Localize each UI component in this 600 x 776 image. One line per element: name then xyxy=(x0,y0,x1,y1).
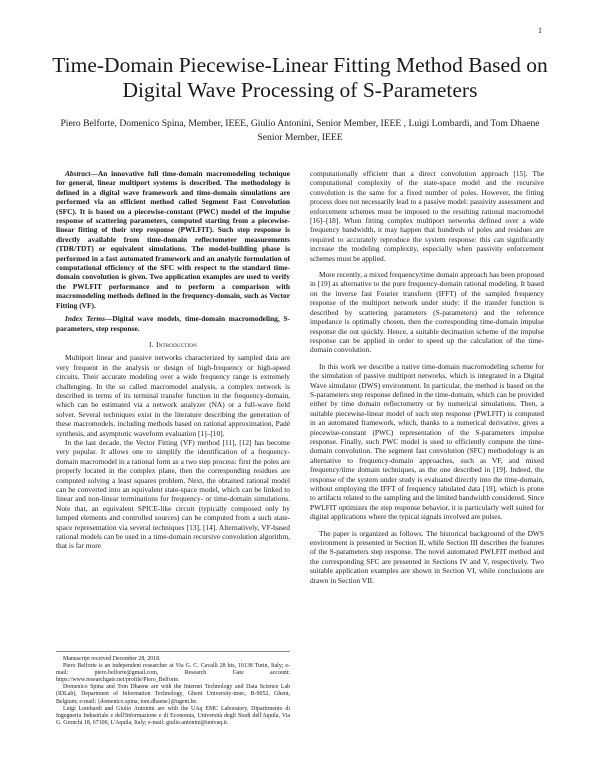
abstract-text: —An innovative full time-domain macromodeling technique for general, linear multiport systems is described. The methodology is defined in a digital wave framework and time-domain simulations are performed via an efficient method called Segment Fast Convolution (SFC). It is based on a piecewise-constant (PWC) model of the impulse response of scattering parameters, computed starting from a piecewise-linear fitting of their step response (PWLFIT). Such step response is directly available from time-domain reflectometer measurements (TDR/TDT) or equivalent simulations. The model-building phase is performed in a fast automated framework and an analytic formulation of computational efficiency of the SFC with respect to the standard time-domain convolution is given. Two application examples are used to verify the PWLFIT performance and to perform a comparison with macromodeling methods defined in the frequency-domain, such as Vector Fitting (VF). xyxy=(56,169,290,310)
intro-paragraph: Multiport linear and passive networks characterized by sampled data are very frequent in the analysis or design of high-frequency or high-speed circuits. Their accurate modeling over a wide frequency range is extremely challenging. In the so called macromodel analysis, a complex network is described in terms of its terminal transfer function in the frequency-domain, which can be estimated via a network analyzer (NA) or a full-wave field solver. Several techniques exist in the literature describing the generation of these macromodels, including methods based on rational approximation, Padé synthesis, and asymptotic waveform evaluation [1]–[10]. xyxy=(56,353,290,438)
footnote: Domenico Spina and Tom Dhaene are with the Internet Technology and Data Science Lab (IDLab), Department of Information Technology, Ghent University-imec, B-9052, Ghent, Belgium; e-mail: {domenico.spina, tom.dhaene}@ugent.be. xyxy=(56,684,290,705)
abstract-label: Abstract xyxy=(65,169,91,178)
footnote: Manuscript received December 28, 2018. xyxy=(63,656,161,662)
body-paragraph: The paper is organized as follows. The historical background of the DWS environment is presented in Section II, while Section III describes the features of the S-parameters step response. The novel automated PWLFIT method and the corresponding SFC are presented in Sections IV and V, respectively. Two suitable application examples are shown in Section VI, while conclusions are drawn in Section VII. xyxy=(310,528,544,585)
index-terms-label: Index Terms xyxy=(65,314,105,324)
page-number: 1 xyxy=(538,26,542,35)
author-list: Piero Belforte, Domenico Spina, Member, IEEE, Giulio Antonini, Senior Member, IEEE , Luigi Lombardi, and Tom Dhaene Senior Member, IEEE xyxy=(60,118,540,143)
footnote: Piero Belforte is an independent researcher at Via G. C. Cavalli 28 bis, 10138 Turin, Italy; e-mail: piero.belforte@gmail.com, Research Gate account: https://www.researchgate.net/profile/Piero_Belforte. xyxy=(56,663,290,684)
left-column xyxy=(56,169,290,551)
section-heading-introduction: I. Introduction xyxy=(149,339,197,349)
paper-title: Time-Domain Piecewise-Linear Fitting Method Based on Digital Wave Processing of S-Parameters xyxy=(52,53,548,102)
body-paragraph: More recently, a mixed frequency/time domain approach has been proposed in [19] as alternative to the pure frequency-domain rational modeling. It based on the inverse fast Fourier transform (IFFT) of the sampled frequency response of the multiport network under study: if the transfer function is described by scattering parameters (S-parameters) and the reference impedance is optimally chosen, then the corresponding time-domain impulse response die out quickly. Hence, a suitable decimation scheme of the impulse response can be applied in order to speed up the calculation of the time-domain convolution. xyxy=(310,270,544,355)
footnote: Luigi Lombardi and Giulio Antonini are with the UAq EMC Laboratory, Dipartimento di Ingegneria Industriale e dell'Informazione e di Economia, Università degli Studi dell'Aquila, Via G. Gronchi 18, 67100, L'Aquila, Italy; e-mail: giulio.antonini@univaq.it. xyxy=(56,705,290,726)
index-terms-text: —Digital wave models, time-domain macromodeling, S-parameters, step response. xyxy=(56,314,290,333)
body-paragraph: computationally efficient than a direct convolution approach [15]. The computational complexity of the state-space model and the recursive convolution is the same for a fixed number of poles. However, the fitting process does not necessarily lead to a passive model: passivity assessment and enforcement schemes must be imposed to the resulting rational macromodel [16]–[18]. When fitting complex multiport networks defined over a wide frequency bandwidth, it may happen that hundreds of poles and residues are required to accurately reproduce the system response: this can significantly increase the modeling complexity, especially when passivity enforcement schemes must be applied. xyxy=(310,169,544,263)
intro-paragraph: In the last decade, the Vector Fitting (VF) method [11], [12] has become very popular. It allows one to simplify the identification of a frequency-domain macromodel in a rational form as a two step process: first the poles are properly located in the complex plane, then the corresponding residues are computed solving a least squares problem. Next, the obtained rational model can be converted into an equivalent state-space model, which can be linked to linear and non-linear terminations for frequency- or time-domain simulations. Note that, an equivalent SPICE-like circuit (typically composed only by lumped elements and controlled sources) can be computed from a such state-space representation via several techniques [13], [14]. Alternatively, VF-based rational models can be used in a time-domain recursive convolution algorithm, that is far more xyxy=(56,437,290,551)
right-column xyxy=(310,169,544,585)
footnote-divider xyxy=(56,651,290,652)
index-terms xyxy=(56,314,290,333)
abstract xyxy=(56,169,290,310)
body-paragraph: In this work we describe a native time-domain macromodeling scheme for the simulation of passive multiport networks, which is integrated in a Digital Wave simulator (DWS) environment. In particular, the method is based on the S-parameters step response defined in the time-domain, which can be provided either by time domain reflectometry or by numerical simulations. Then, a suitable piecewise-linear model of such step response (PWLFIT) is computed in an automated framework, which, thanks to a numerical derivative, gives a piecewise-constant (PWC) representation of the S-parameters impulse response. Finally, such PWC model is used to efficiently compute the time-domain convolution. The segment fast convolution (SFC) methodology is an alternative to frequency-domain approaches, such as VF, and mixed frequency/time domain techniques, as the one described in [19]. Indeed, the response of the system under study is evaluated directly into the time-domain, without employing the IFFT of frequency tabulated data [19], which is prone to artifacts related to the sampling and the limited bandwidth considered. Since PWLFIT optimizes the step response behavior, it is particularly well suited for digital applications where the typical signals involved are pulses. xyxy=(310,361,544,522)
footnotes xyxy=(56,656,290,727)
